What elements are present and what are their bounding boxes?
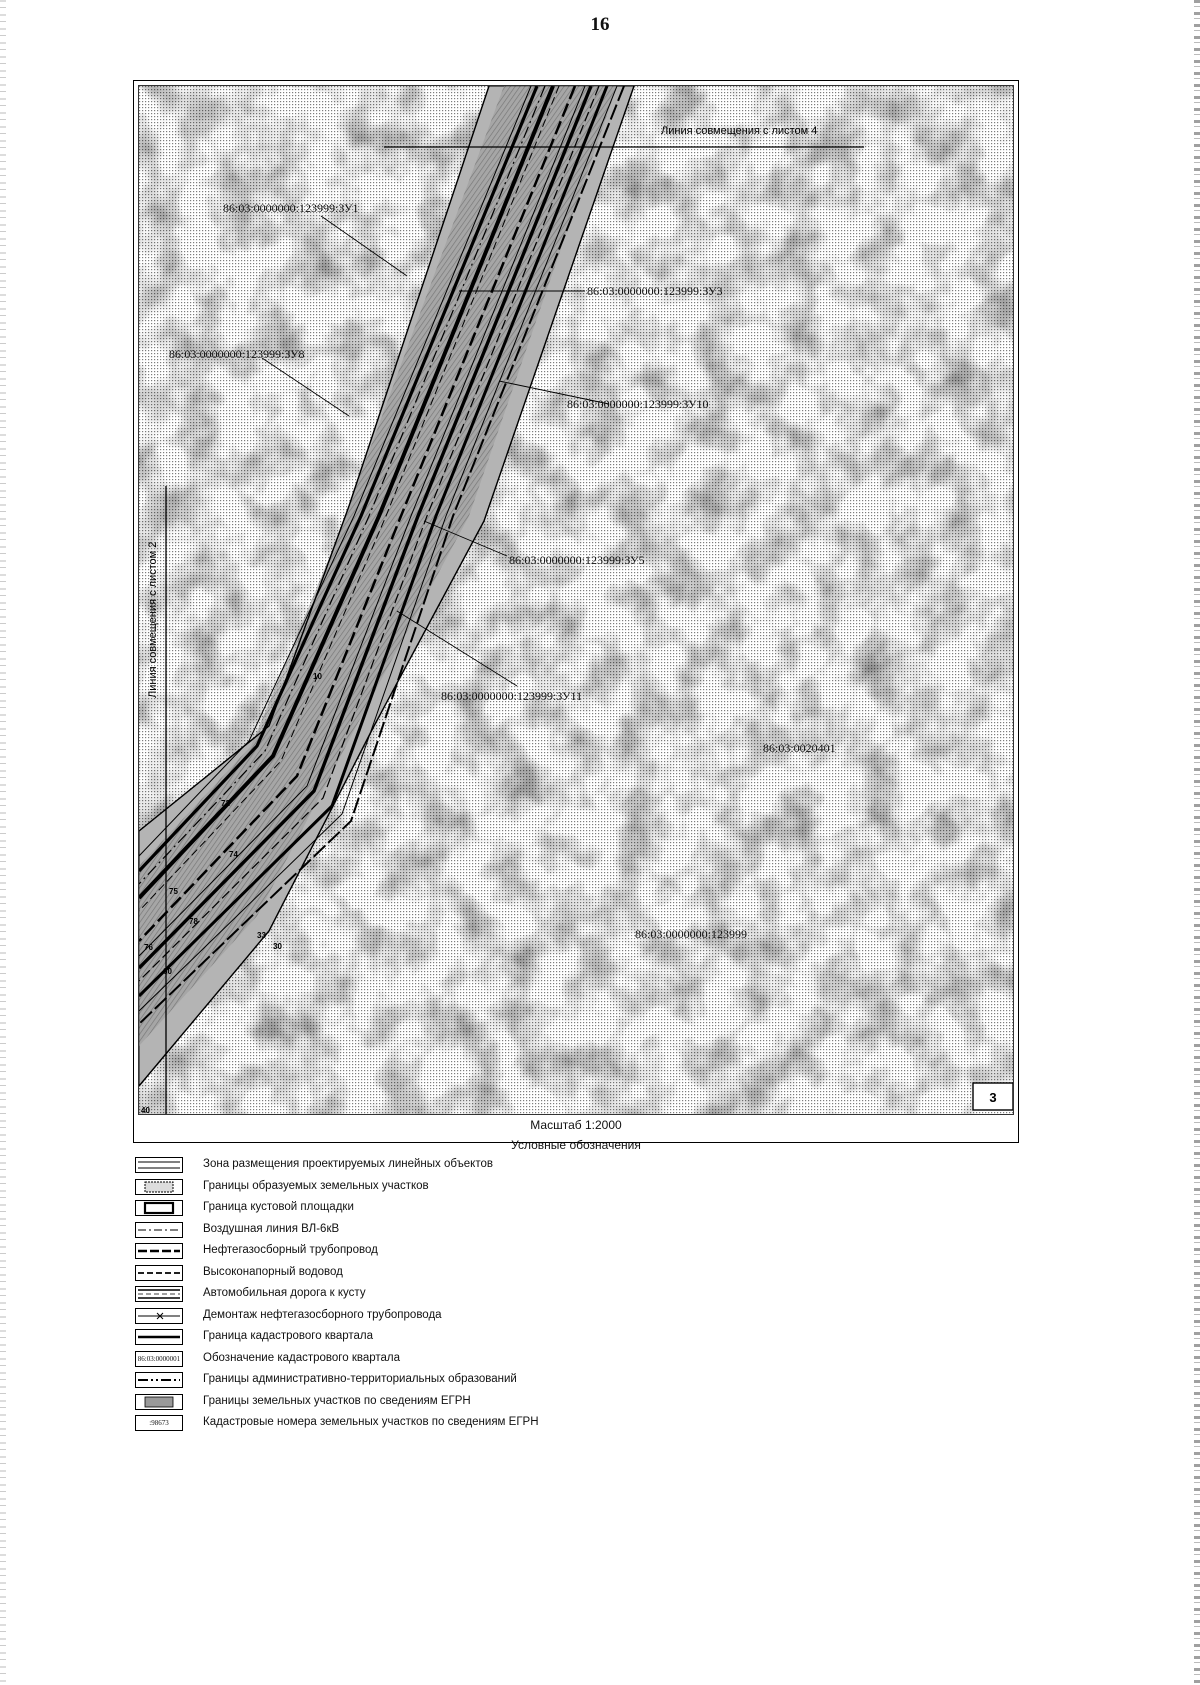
- legend-item-quarter-border: [133, 1327, 1019, 1349]
- point-number: 74: [229, 850, 238, 859]
- legend-symbol-road: [135, 1286, 183, 1302]
- match-line-top-label: Линия совмещения с листом 4: [661, 125, 818, 137]
- legend-label: Граница кустовой площадки: [203, 1201, 354, 1213]
- legend-item-power-line: [133, 1220, 1019, 1242]
- legend-label: Автомобильная дорога к кусту: [203, 1287, 366, 1299]
- legend-label: Зона размещения проектируемых линейных объектов: [203, 1158, 493, 1170]
- legend-symbol-admin-line: [135, 1372, 183, 1388]
- legend-label: Границы образуемых земельных участков: [203, 1179, 429, 1192]
- legend-item-admin-border: [133, 1370, 1019, 1392]
- legend-symbol-text: :98673: [149, 1419, 169, 1427]
- legend-item-oil-pipeline: [133, 1241, 1019, 1263]
- legend-symbol-dash-dot-line: [135, 1222, 183, 1238]
- legend-symbol-cross-line: [135, 1308, 183, 1324]
- legend-item-egrn-parcels: [133, 1392, 1019, 1414]
- legend: [133, 1155, 1019, 1435]
- scale-text: Масштаб 1:2000: [530, 1118, 622, 1132]
- legend-symbol-bold-dash-line: [135, 1243, 183, 1259]
- point-number: 60: [163, 967, 172, 976]
- legend-symbol-dotted-rect: [135, 1179, 183, 1195]
- legend-item-quarter-label: [133, 1349, 1019, 1371]
- legend-item-dismantle: [133, 1306, 1019, 1328]
- point-number: 30: [273, 942, 282, 951]
- egrn-parcel-label: 86:03:0000000:123999: [635, 927, 748, 941]
- parcel-label-zu8: 86:03:0000000:123999:ЗУ8: [169, 347, 305, 361]
- legend-label: Границы земельных участков по сведениям ЕГРН: [203, 1394, 471, 1407]
- legend-label: Воздушная линия ВЛ-6кВ: [203, 1222, 340, 1235]
- legend-symbol-dash-line: [135, 1265, 183, 1281]
- legend-label: Границы административно-территориальных образований: [203, 1373, 517, 1385]
- legend-symbol-bold-line: [135, 1329, 183, 1345]
- legend-item-road: [133, 1284, 1019, 1306]
- cadastral-map: [138, 85, 1014, 1115]
- legend-symbol-egrn-text: [135, 1415, 183, 1431]
- parcel-label-zu5: 86:03:0000000:123999:ЗУ5: [509, 553, 645, 567]
- point-number: 72: [221, 799, 230, 808]
- map-canvas: [139, 86, 1014, 1115]
- parcel-label-zu3: 86:03:0000000:123999:ЗУ3: [587, 284, 723, 298]
- legend-item-zone: [133, 1155, 1019, 1177]
- legend-symbol-text: 86:03:0000001: [137, 1354, 181, 1363]
- legend-title: Условные обозначения: [511, 1138, 641, 1152]
- cadastral-quarter-label: 86:03:0020401: [763, 741, 836, 755]
- legend-label: Граница кадастрового квартала: [203, 1330, 374, 1342]
- legend-symbol-bold-rect: [135, 1200, 183, 1216]
- legend-item-new-parcels: [133, 1177, 1019, 1199]
- legend-symbol-double-line: [135, 1157, 183, 1173]
- legend-symbol-gray-rect: [135, 1394, 183, 1410]
- legend-item-well-pad: [133, 1198, 1019, 1220]
- parcel-label-zu11: 86:03:0000000:123999:ЗУ11: [441, 689, 583, 703]
- match-line-left-label: Линия совмещения с листом 2: [147, 541, 159, 698]
- legend-label: Высоконапорный водовод: [203, 1265, 343, 1278]
- point-number: 10: [313, 672, 322, 681]
- parcel-label-zu10: 86:03:0000000:123999:ЗУ10: [567, 397, 709, 411]
- scan-edge-left: [0, 0, 6, 1685]
- scan-edge-right: [1194, 0, 1200, 1685]
- point-number: 76: [144, 943, 153, 952]
- legend-symbol-quarter-text: [135, 1351, 183, 1367]
- legend-item-water-line: [133, 1263, 1019, 1285]
- sheet-number: 3: [989, 1090, 997, 1105]
- legend-label: Нефтегазосборный трубопровод: [203, 1244, 378, 1256]
- legend-label: Демонтаж нефтегазосборного трубопровода: [203, 1308, 442, 1321]
- point-number: 33: [257, 931, 266, 940]
- point-number: 40: [141, 1106, 150, 1115]
- legend-label: Кадастровые номера земельных участков по сведениям ЕГРН: [203, 1416, 539, 1428]
- legend-label: Обозначение кадастрового квартала: [203, 1351, 401, 1364]
- parcel-label-zu1: 86:03:0000000:123999:ЗУ1: [223, 201, 359, 215]
- legend-item-egrn-numbers: [133, 1413, 1019, 1435]
- page-number: 16: [590, 14, 610, 35]
- point-number: 75: [169, 887, 178, 896]
- point-number: 78: [189, 917, 198, 926]
